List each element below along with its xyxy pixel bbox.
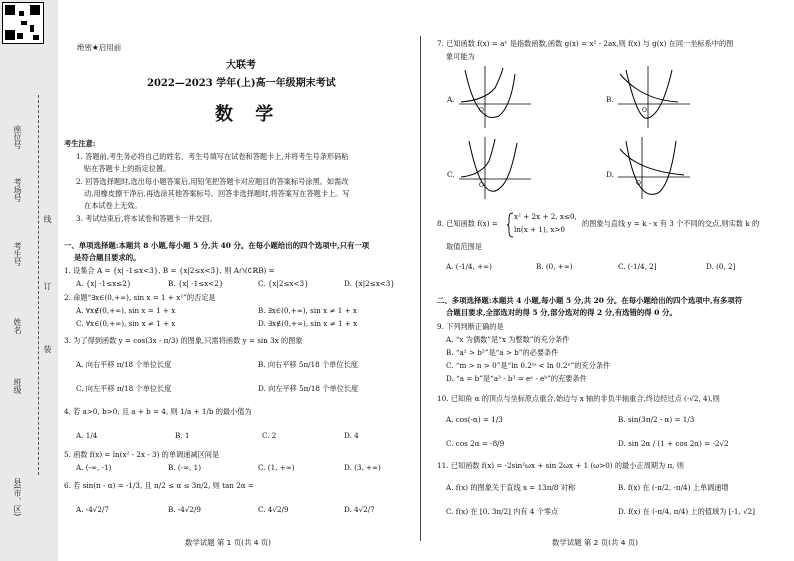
- section2-heading: 二、多项选择题:本题共 4 小题,每小题 5 分,共 20 分。在每小题给出的四个选项中,有多项符: [437, 296, 743, 305]
- question-stem: 象可能为: [446, 52, 475, 61]
- cut-line: [38, 95, 40, 475]
- option: D. 4√2/7: [344, 505, 375, 514]
- q8-piece1: x² + 2x + 2, x≤0,: [514, 212, 577, 221]
- option: A. (-∞, -1): [76, 463, 112, 472]
- option: D. (3, +∞): [344, 463, 381, 472]
- secret-label: 绝密★启用前: [77, 43, 122, 52]
- seat-number-label: 座位号: [13, 125, 22, 149]
- question-stem: 10. 已知角 α 的顶点与坐标原点重合,始边与 x 轴的非负半轴重合,终边经过点 (-√2, 4),则: [437, 394, 720, 403]
- option: D. 向左平移 5π/18 个单位长度: [258, 384, 359, 393]
- option: B. 向右平移 5π/18 个单位长度: [258, 360, 358, 369]
- notice-line: 3. 考试结束后,将本试卷和答题卡一并交回。: [76, 214, 217, 223]
- q8-stem-visible: 8. 已知函数 f(x) =: [437, 219, 498, 228]
- graph-label-c: C.: [447, 170, 455, 179]
- question-stem: 3. 为了得到函数 y = cos(3x - π/3) 的图象,只需将函数 y = sin 3x 的图象: [64, 336, 303, 345]
- option: A. (-1/4, +∞): [446, 262, 492, 271]
- class-label: 班级: [13, 378, 22, 394]
- option: B. f(x) 在 (-π/2, -π/4) 上单调递增: [618, 483, 729, 492]
- question-stem: 2. 命题“∃x∈(0,+∞), sin x = 1 + x²”的否定是: [64, 293, 216, 302]
- option: C. cos 2α = -8/9: [446, 439, 505, 448]
- option: A. 向右平移 π/18 个单位长度: [76, 360, 172, 369]
- q8-stem-tail: 的图象与直线 y = k - x 有 3 个不同的交点,则实数 k 的: [582, 219, 760, 228]
- exam-org: 大联考: [226, 60, 256, 71]
- option: A. {x| -1≤x≤2}: [76, 279, 132, 288]
- option: C. ∀x∈(0,+∞), sin x ≠ 1 + x: [76, 319, 176, 328]
- cut-word-line: 线: [43, 215, 52, 223]
- graph-b: [618, 66, 690, 128]
- svg-text:O: O: [479, 182, 484, 189]
- notice-line: 动,用橡皮擦干净后,再选涂其他答案标号。回答非选择题时,将答案写在答题卡上。写: [84, 189, 350, 198]
- svg-text:O: O: [479, 107, 484, 114]
- graph-c: [459, 137, 531, 199]
- option: A. “x 为偶数”是“x 为整数”的充分条件: [446, 335, 570, 344]
- section1-heading: 是符合题目要求的。: [74, 253, 141, 262]
- option: C. 2: [262, 431, 277, 440]
- question-stem: 7. 已知函数 f(x) = aˣ 是指数函数,函数 g(x) = x² - 2ax,则 f(x) 与 g(x) 在同一坐标系中的图: [437, 39, 734, 48]
- option: D. f(x) 在 (-π/4, π/4) 上的值域为 [-1, √2]: [618, 507, 756, 516]
- cut-word-fold: 装: [43, 345, 52, 353]
- option: C. f(x) 在 [0, 3π/2] 内有 4 个零点: [446, 507, 559, 516]
- option: B. ∃x∈(0,+∞), sin x ≠ 1 + x: [258, 306, 357, 315]
- notice-title: 考生注意:: [64, 139, 96, 148]
- option: D. {x|2≤x<3}: [344, 279, 395, 288]
- question-stem: 4. 若 a>0, b>0, 且 a + b = 4, 则 1/a + 1/b 的最小值为: [64, 407, 252, 416]
- svg-text:O: O: [642, 107, 647, 114]
- q8-piece2: ln(x + 1), x>0: [514, 225, 565, 234]
- qr-code-icon: [2, 2, 44, 44]
- option: A. f(x) 的图象关于直线 x = 13π/8 对称: [446, 483, 576, 492]
- option: D. (0, 2]: [706, 262, 736, 271]
- subject-title: 数 学: [215, 104, 282, 125]
- option: C. (-1/4, 2]: [618, 262, 657, 271]
- name-label: 姓名: [13, 318, 22, 334]
- option: A. ∀x∉(0,+∞), sin x = 1 + x: [76, 306, 176, 315]
- option: B. “a² > b²”是“a > b”的必要条件: [446, 348, 559, 357]
- option: A. cos(-α) = 1/3: [446, 415, 503, 424]
- graph-a: [459, 66, 531, 128]
- notice-line: 2. 回答选择题时,选出每小题答案后,用铅笔把答题卡对应题目的答案标号涂黑。如需改: [76, 177, 349, 186]
- option: C. {x|2≤x<3}: [258, 279, 309, 288]
- exam-room-label: 考场号: [13, 178, 22, 202]
- notice-line: 在本试卷上无效。: [84, 201, 142, 210]
- question-stem: 5. 函数 f(x) = ln(x² - 2x - 3) 的单调递减区间是: [64, 450, 220, 459]
- option: B. 1: [175, 431, 190, 440]
- option: B. {x| -1≤x<2}: [168, 279, 224, 288]
- option: C. “m > n > 0”是“ln 0.2ᵐ < ln 0.2ⁿ”的充分条件: [446, 361, 611, 370]
- notice-line: 贴在答题卡上的指定位置。: [84, 164, 171, 173]
- question-stem: 9. 下列判断正确的是: [437, 322, 504, 331]
- candidate-number-label: 考生号: [13, 242, 22, 266]
- option: D. ∃x∉(0,+∞), sin x ≠ 1 + x: [258, 319, 358, 328]
- notice-line: 1. 答题前,考生务必将自己的姓名、考生号填写在试卷和答题卡上,并将考生号条形码粘: [76, 152, 349, 161]
- binding-margin: [0, 0, 58, 561]
- option: B. (-∞, 1): [168, 463, 202, 472]
- question-stem: 1. 设集合 A = {x| -1≤x<3}, B = {x|2≤x<3}, 则 A∩(∁ℝB) =: [64, 266, 275, 275]
- column-divider: [420, 36, 421, 541]
- option: C. 向左平移 π/18 个单位长度: [76, 384, 172, 393]
- option: A. 1/4: [76, 431, 98, 440]
- option: B. sin(3π/2 - α) = 1/3: [618, 415, 695, 424]
- section2-heading: 合题目要求,全部选对的得 5 分,部分选对的得 2 分,有选错的得 0 分。: [446, 308, 677, 317]
- option: C. 4√2/9: [258, 505, 289, 514]
- county-label: 县(市、区): [13, 478, 22, 517]
- page-footer-right: 数学试题 第 2 页(共 4 页): [552, 538, 639, 547]
- question-stem: 取值范围是: [446, 242, 482, 251]
- question-stem: 11. 已知函数 f(x) = -2sin²ωx + sin 2ωx + 1 (ω>0) 的最小正周期为 π, 则: [437, 461, 684, 470]
- exam-title: 2022—2023 学年(上)高一年级期末考试: [147, 78, 336, 89]
- page-footer-left: 数学试题 第 1 页(共 4 页): [185, 538, 272, 547]
- cut-word-bind: 订: [43, 282, 52, 290]
- question-stem: 6. 若 sin(π - α) = -1/3, 且 π/2 ≤ α ≤ 3π/2, 则 tan 2α =: [64, 481, 254, 490]
- option: B. -4√2/9: [168, 505, 202, 514]
- option: D. “a = b”是“a³ - b³ = eᵃ - eᵇ”的充要条件: [446, 374, 587, 383]
- graph-label-a: A.: [447, 95, 455, 104]
- section1-heading: 一、单项选择题:本题共 8 小题,每小题 5 分,共 40 分。在每小题给出的四个选项中,只有一项: [64, 241, 370, 250]
- option: A. -4√2/7: [76, 505, 109, 514]
- option: C. (1, +∞): [258, 463, 295, 472]
- graph-label-d: D.: [606, 170, 615, 179]
- option: B. (0, +∞): [536, 262, 573, 271]
- graph-label-b: B.: [606, 95, 614, 104]
- graph-d: [618, 137, 690, 199]
- svg-text:O: O: [636, 180, 641, 187]
- brace-icon: [506, 212, 514, 238]
- option: D. sin 2α / (1 + cos 2α) = -2√2: [618, 439, 729, 448]
- option: D. 4: [344, 431, 359, 440]
